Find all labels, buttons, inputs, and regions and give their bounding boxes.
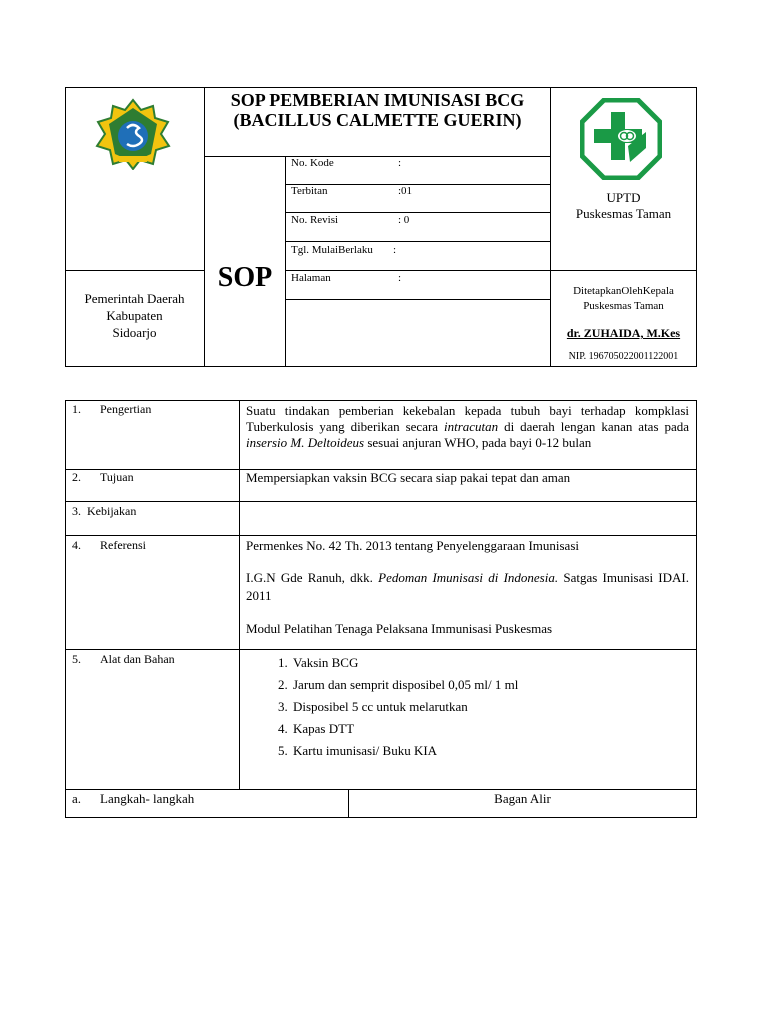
meta-value: : bbox=[398, 272, 402, 284]
meta-value: : 0 bbox=[398, 214, 410, 226]
meta-row-edition bbox=[291, 185, 413, 197]
meta-value: :01 bbox=[398, 185, 413, 197]
purpose-text: Mempersiapkan vaksin BCG secara siap pakai tepat dan aman bbox=[246, 470, 571, 485]
meta-value: : bbox=[398, 157, 402, 169]
meta-row-revision bbox=[291, 214, 410, 226]
equipment-list bbox=[245, 652, 518, 762]
definition-text: Suatu tindakan pemberian kekebalan kepada tubuh bayi terhadap kompklasi Tuberkulosis yang diberikan secara intracutan di daerah lengan kanan atas pada insersio M. Deltoideus sesuai anjuran WHO, pada bayi 0-12 bulan bbox=[246, 403, 689, 450]
section-label-references: 4. Referensi bbox=[72, 538, 146, 552]
established-by: DitetapkanOlehKepala Puskesmas Taman bbox=[573, 285, 674, 312]
government-name: Pemerintah Daerah Kabupaten Sidoarjo bbox=[84, 291, 185, 340]
list-item: 2. Jarum dan semprit disposibel 0,05 ml/ 1 ml bbox=[291, 674, 518, 696]
list-item: 3. Disposibel 5 cc untuk melarutkan bbox=[291, 696, 518, 718]
meta-row-page bbox=[291, 272, 402, 284]
sop-label: SOP bbox=[217, 262, 273, 293]
section-label-definition: 1. Pengertian bbox=[72, 402, 152, 416]
organization-name: UPTD Puskesmas Taman bbox=[575, 190, 672, 221]
flowchart-label: Bagan Alir bbox=[494, 791, 551, 806]
meta-row-code bbox=[291, 157, 402, 169]
section-label-equipment: 5. Alat dan Bahan bbox=[72, 652, 175, 666]
section-label-policy: 3. Kebijakan bbox=[72, 504, 137, 518]
list-item: 4. Kapas DTT bbox=[291, 718, 518, 740]
meta-label: Tgl. MulaiBerlaku bbox=[291, 244, 373, 256]
meta-value: : bbox=[393, 244, 397, 256]
head-name: dr. ZUHAIDA, M.Kes bbox=[566, 326, 681, 340]
list-item: 1. Vaksin BCG bbox=[291, 652, 518, 674]
meta-label: No. Kode bbox=[291, 157, 334, 169]
list-item: 5. Kartu imunisasi/ Buku KIA bbox=[291, 740, 518, 762]
sidoarjo-emblem-icon bbox=[93, 98, 173, 170]
document-title: SOP PEMBERIAN IMUNISASI BCG (BACILLUS CALMETTE GUERIN) bbox=[230, 90, 525, 130]
meta-label: Halaman bbox=[291, 272, 331, 284]
reference-3: Modul Pelatihan Tenaga Pelaksana Immunisasi Puskesmas bbox=[246, 621, 553, 636]
meta-row-effective-date bbox=[291, 244, 397, 256]
reference-1: Permenkes No. 42 Th. 2013 tentang Penyelenggaraan Imunisasi bbox=[246, 538, 579, 553]
puskesmas-logo-icon bbox=[580, 98, 662, 180]
meta-label: No. Revisi bbox=[291, 214, 339, 226]
meta-label: Terbitan bbox=[291, 185, 328, 197]
head-nip: NIP. 196705022001122001 bbox=[568, 351, 679, 362]
section-label-steps: a. Langkah- langkah bbox=[72, 791, 195, 806]
section-label-purpose: 2. Tujuan bbox=[72, 470, 134, 484]
reference-2: I.G.N Gde Ranuh, dkk. Pedoman Imunisasi di Indonesia. Satgas Imunisasi IDAI. 2011 bbox=[246, 570, 689, 603]
